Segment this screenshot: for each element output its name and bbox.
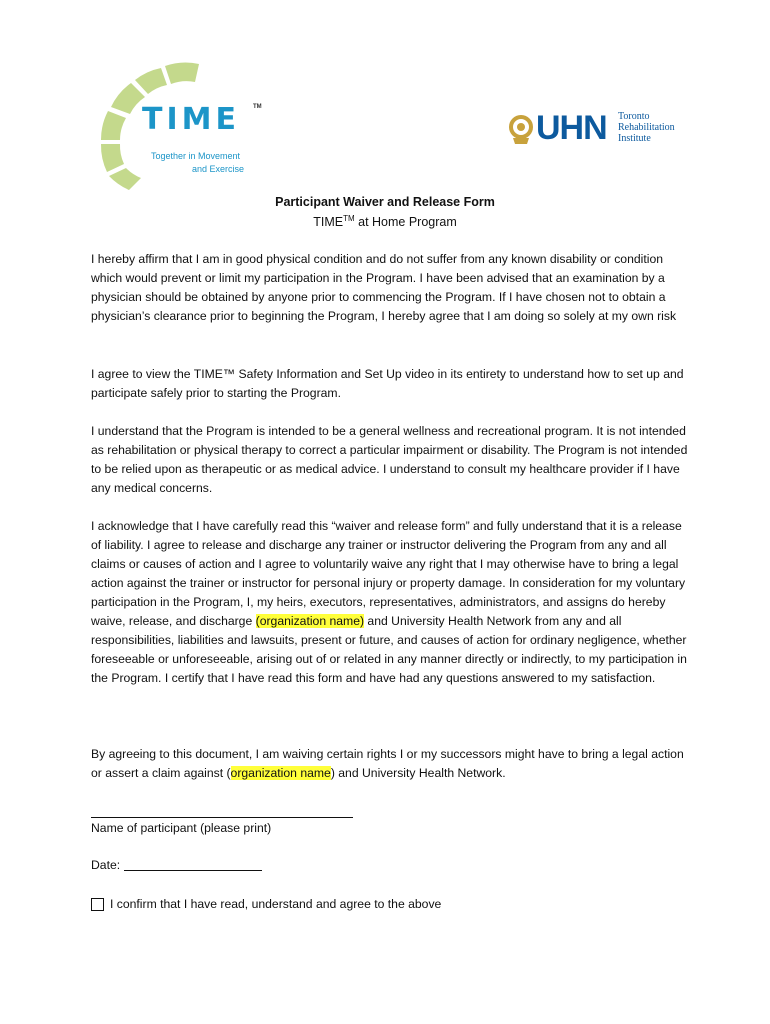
confirm-row [91,897,441,911]
uhn-subtitle-line-1: Toronto [618,111,650,122]
uhn-subtitle [618,111,675,144]
document-subtitle [0,214,770,229]
signature-label: Name of participant (please print) [91,821,272,835]
waiving-text-end: ) and University Health Network. [330,766,506,780]
uhn-subtitle-line-3: Institute [618,133,651,144]
time-wordmark: TIME [142,102,240,137]
signature-line[interactable] [91,817,353,818]
organization-name-placeholder[interactable]: (organization name) [255,614,365,628]
subtitle-trademark: TM [343,214,355,223]
paragraph-physical-condition: I hereby affirm that I am in good physical condition and do not suffer from any known disability or condition which would prevent or limit my participation in the Program. I have been advised that an examination by a physician should be obtained by anyone prior to commencing the Program. If I have chosen not to obtain a physician’s clearance prior to beginning the Program, I hereby agree that I am doing so solely at my own risk [91,252,677,323]
uhn-wordmark: UHN [536,109,607,147]
release-text-start: I acknowledge that I have carefully read this “waiver and release form” and fully understand that it is a release of liability. I agree to release and discharge any trainer or instructor delivering the Program from any and all claims or causes of action and I agree to voluntarily waive any right that I may otherwise have to bring a legal action against the trainer or instructor for personal injury or property damage. In consideration for my voluntary participation in the Program, I, my heirs, executors, representatives, administrators, and assigns do hereby waive, release, and discharge [91,519,686,628]
time-trademark: TM [253,104,262,110]
paragraph-safety-video: I agree to view the TIME™ Safety Information and Set Up video in its entirety to understand how to set up and participate safely prior to starting the Program. [91,367,684,400]
time-tagline-2: and Exercise [192,164,245,174]
uhn-subtitle-line-2: Rehabilitation [618,122,675,133]
confirm-checkbox[interactable] [91,898,104,911]
time-logo [95,62,275,192]
document-title: Participant Waiver and Release Form [275,195,495,209]
uhn-emblem-icon [508,112,536,148]
paragraph-program-intent: I understand that the Program is intended to be a general wellness and recreational program. It is not intended as rehabilitation or physical therapy to correct a particular impairment or disability. The Program is not intended to be relied upon as therapeutic or as medical advice. I understand to consult my healthcare provider if I have any medical concerns. [91,424,688,495]
uhn-logo [508,108,688,152]
subtitle-suffix: at Home Program [354,215,457,230]
paragraph-waiving-rights [91,745,691,783]
date-label: Date: [91,858,121,872]
confirm-label: I confirm that I have read, understand and agree to the above [110,897,442,911]
paragraph-release-liability [91,517,691,688]
time-tagline-1: Together in Movement [151,151,241,161]
subtitle-prefix: TIME [313,215,344,230]
organization-name-placeholder-2[interactable]: organization name [230,766,331,780]
release-text-end: and University Health Network from any and all responsibilities, liabilities and lawsuits, present or future, and causes of action for ordinary negligence, whether foreseeable or unforeseeable, arising out of or related in any manner directly or indirectly, to my participation in the Program. I certify that I have read this form and have had any questions answered to my satisfaction. [91,614,687,685]
date-field[interactable] [124,858,262,871]
waiving-text-start: By agreeing to this document, I am waiving certain rights I or my successors might have to bring a legal action or assert a claim against ( [91,747,684,780]
date-row [91,858,262,872]
